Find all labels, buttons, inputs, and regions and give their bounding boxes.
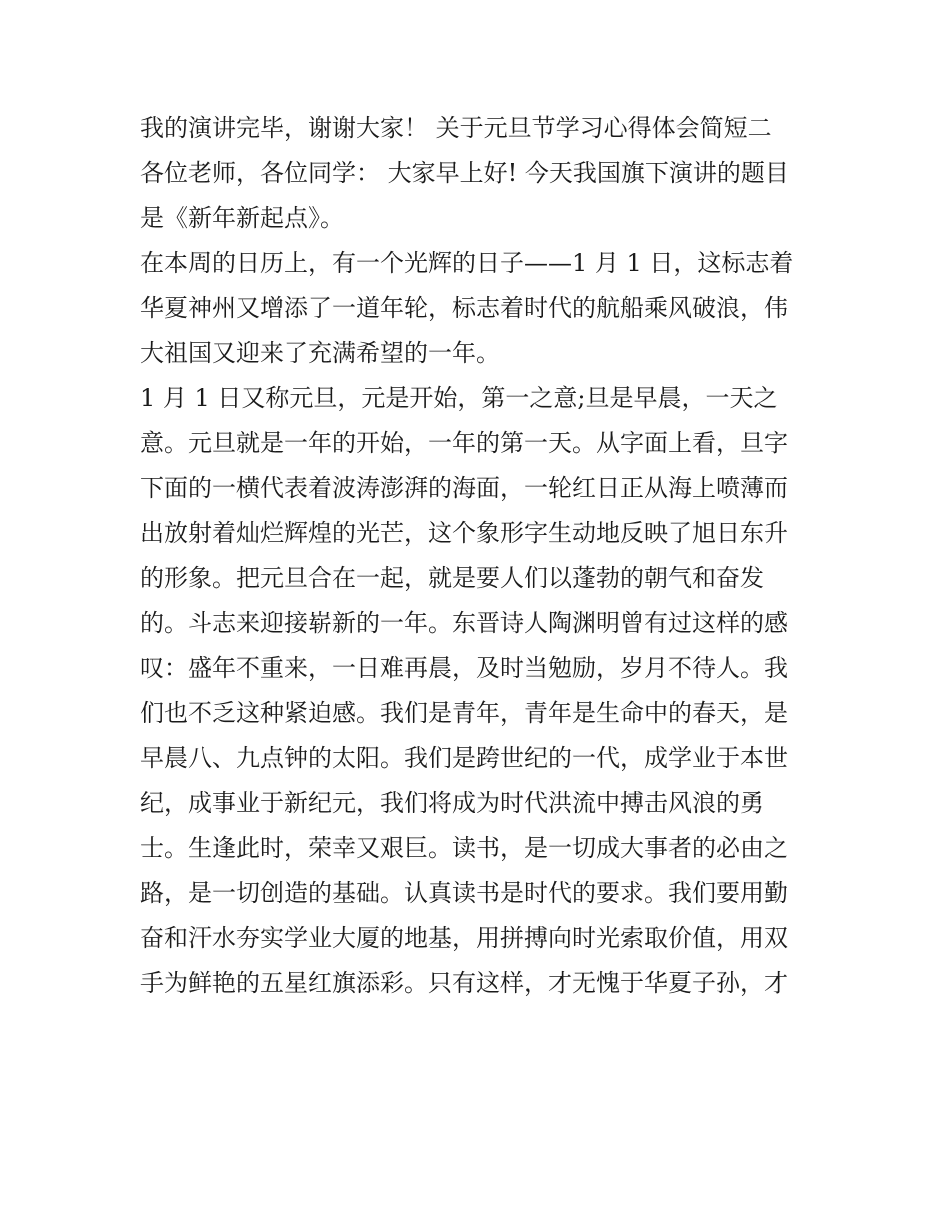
text-line: 们也不乏这种紧迫感。我们是青年，青年是生命中的春天，是	[140, 699, 788, 727]
text-line: 早晨八、九点钟的太阳。我们是跨世纪的一代，成学业于本世	[140, 744, 788, 772]
text-line: 的。斗志来迎接崭新的一年。东晋诗人陶渊明曾有过这样的感	[140, 609, 788, 637]
text-line: 纪，成事业于新纪元，我们将成为时代洪流中搏击风浪的勇	[140, 789, 764, 817]
text-line: 叹：盛年不重来，一日难再晨，及时当勉励，岁月不待人。我	[140, 654, 788, 682]
text-line: 士。生逢此时，荣幸又艰巨。读书，是一切成大事者的必由之	[140, 834, 788, 862]
text-line: 大祖国又迎来了充满希望的一年。	[140, 339, 500, 367]
document-body	[140, 106, 820, 1006]
text-line: 意。元旦就是一年的开始，一年的第一天。从字面上看，旦字	[140, 429, 788, 457]
text-line: 1 月 1 日又称元旦，元是开始，第一之意;旦是早晨，一天之	[140, 384, 778, 412]
text-line: 手为鲜艳的五星红旗添彩。只有这样，才无愧于华夏子孙，才	[140, 969, 788, 997]
text-line: 路，是一切创造的基础。认真读书是时代的要求。我们要用勤	[140, 879, 788, 907]
text-line: 下面的一横代表着波涛澎湃的海面，一轮红日正从海上喷薄而	[140, 474, 788, 502]
text-line: 在本周的日历上，有一个光辉的日子——1 月 1 日，这标志着	[140, 249, 794, 277]
text-line: 华夏神州又增添了一道年轮，标志着时代的航船乘风破浪，伟	[140, 294, 788, 322]
text-line: 是《新年新起点》。	[140, 204, 344, 232]
text-line: 我的演讲完毕，谢谢大家！ 关于元旦节学习心得体会简短二	[140, 114, 772, 142]
text-line: 各位老师，各位同学： 大家早上好! 今天我国旗下演讲的题目	[140, 159, 789, 187]
text-line: 的形象。把元旦合在一起，就是要人们以蓬勃的朝气和奋发	[140, 564, 764, 592]
text-line: 出放射着灿烂辉煌的光芒，这个象形字生动地反映了旭日东升	[140, 519, 788, 547]
text-line: 奋和汗水夯实学业大厦的地基，用拼搏向时光索取价值，用双	[140, 924, 788, 952]
